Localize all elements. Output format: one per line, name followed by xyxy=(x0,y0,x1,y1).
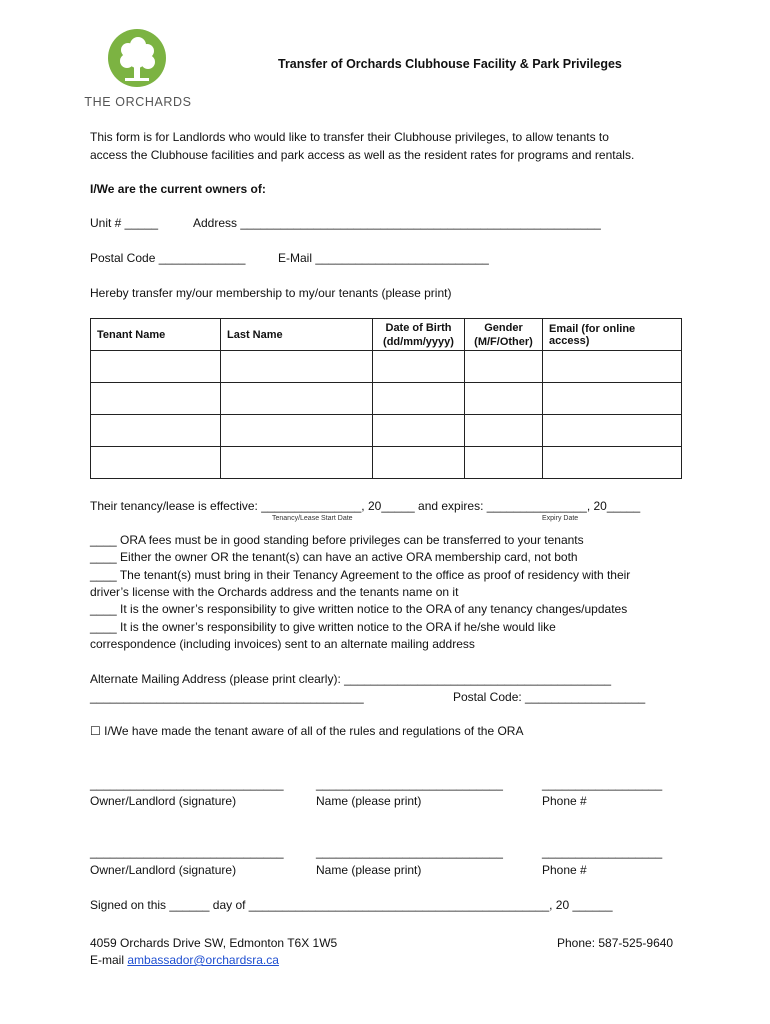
condition-item: correspondence (including invoices) sent to an alternate mailing address xyxy=(90,637,475,651)
unit-field[interactable]: Unit # _____ xyxy=(90,216,159,230)
condition-item: ____ ORA fees must be in good standing before privileges can be transferred to your tenants xyxy=(90,533,584,547)
table-row xyxy=(91,383,682,415)
intro-line-1: This form is for Landlords who would like to transfer their Clubhouse privileges, to allow tenants to xyxy=(90,130,609,144)
table-cell[interactable] xyxy=(465,351,543,383)
phone-blank[interactable]: __________________ xyxy=(542,845,663,859)
name-label: Name (please print) xyxy=(316,794,422,808)
alternate-postal-code[interactable]: Postal Code: __________________ xyxy=(453,690,646,704)
table-row xyxy=(91,415,682,447)
table-cell[interactable] xyxy=(373,351,465,383)
table-cell[interactable] xyxy=(543,447,682,479)
phone-blank[interactable]: __________________ xyxy=(542,777,663,791)
table-cell[interactable] xyxy=(543,351,682,383)
email-field[interactable]: E-Mail __________________________ xyxy=(278,251,489,265)
footer-phone: Phone: 587-525-9640 xyxy=(557,936,674,950)
condition-item: ____ The tenant(s) must bring in their Tenancy Agreement to the office as proof of residency with their xyxy=(90,568,631,582)
condition-item: ____ It is the owner’s responsibility to give written notice to the ORA if he/she would like xyxy=(90,620,556,634)
footer-email-link[interactable]: ambassador@orchardsra.ca xyxy=(127,953,279,967)
postal-code-field[interactable]: Postal Code _____________ xyxy=(90,251,246,265)
table-cell[interactable] xyxy=(91,447,221,479)
table-cell[interactable] xyxy=(373,415,465,447)
header-dob-line1: Date of Birth xyxy=(385,321,452,334)
tenant-table xyxy=(90,318,682,479)
signature-blank[interactable]: _____________________________ xyxy=(90,845,284,859)
header-tenant-name: Tenant Name xyxy=(91,319,221,351)
owners-heading: I/We are the current owners of: xyxy=(90,182,266,196)
alternate-address-line-1[interactable]: Alternate Mailing Address (please print clearly): ________________________________________ xyxy=(90,672,612,686)
transfer-text: Hereby transfer my/our membership to my/our tenants (please print) xyxy=(90,286,452,300)
table-cell[interactable] xyxy=(91,351,221,383)
header-dob-line2: (dd/mm/yyyy) xyxy=(383,335,454,348)
tenancy-line[interactable]: Their tenancy/lease is effective: _______________, 20_____ and expires: _______________, 20_____ xyxy=(90,499,641,513)
logo-text: THE ORCHARDS xyxy=(84,95,192,109)
table-row xyxy=(91,447,682,479)
tenancy-start-caption: Tenancy/Lease Start Date xyxy=(272,515,353,522)
table-cell[interactable] xyxy=(543,383,682,415)
table-cell[interactable] xyxy=(221,447,373,479)
condition-item: ____ It is the owner’s responsibility to give written notice to the ORA of any tenancy changes/updates xyxy=(90,602,628,616)
signed-on-line[interactable]: Signed on this ______ day of _____________________________________________, 20 ______ xyxy=(90,898,613,912)
alternate-address-line-2[interactable]: _________________________________________ xyxy=(90,690,364,704)
footer-email xyxy=(90,951,279,969)
table-cell[interactable] xyxy=(221,351,373,383)
header-gender-line1: Gender xyxy=(484,321,523,334)
table-cell[interactable] xyxy=(465,415,543,447)
header-gender xyxy=(465,319,543,351)
intro-line-2: access the Clubhouse facilities and park access as well as the resident rates for programs and rentals. xyxy=(90,148,635,162)
header-last-name: Last Name xyxy=(221,319,373,351)
expiry-caption: Expiry Date xyxy=(542,515,579,522)
header-date-of-birth xyxy=(373,319,465,351)
header-email: Email (for online access) xyxy=(543,319,682,351)
checkbox-icon[interactable]: ☐ xyxy=(90,724,101,738)
rules-acknowledgement xyxy=(90,722,523,740)
signature-blank[interactable]: _____________________________ xyxy=(90,777,284,791)
table-header-row xyxy=(91,319,682,351)
footer-address: 4059 Orchards Drive SW, Edmonton T6X 1W5 xyxy=(90,936,338,950)
signature-label: Owner/Landlord (signature) xyxy=(90,794,237,808)
name-label: Name (please print) xyxy=(316,863,422,877)
condition-item: driver’s license with the Orchards address and the tenants name on it xyxy=(90,585,459,599)
table-cell[interactable] xyxy=(373,383,465,415)
name-blank[interactable]: ____________________________ xyxy=(316,845,503,859)
condition-item: ____ Either the owner OR the tenant(s) can have an active ORA membership card, not both xyxy=(90,550,578,564)
table-cell[interactable] xyxy=(221,383,373,415)
table-row xyxy=(91,351,682,383)
address-field[interactable]: Address ______________________________________________________ xyxy=(193,216,601,230)
table-cell[interactable] xyxy=(221,415,373,447)
footer-email-prefix: E-mail xyxy=(90,953,128,967)
signature-label: Owner/Landlord (signature) xyxy=(90,863,237,877)
table-cell[interactable] xyxy=(465,447,543,479)
table-cell[interactable] xyxy=(543,415,682,447)
form-title: Transfer of Orchards Clubhouse Facility & Park Privileges xyxy=(278,57,622,71)
header-gender-line2: (M/F/Other) xyxy=(474,335,533,348)
table-cell[interactable] xyxy=(465,383,543,415)
table-cell[interactable] xyxy=(373,447,465,479)
phone-label: Phone # xyxy=(542,794,587,808)
table-cell[interactable] xyxy=(91,383,221,415)
phone-label: Phone # xyxy=(542,863,587,877)
table-cell[interactable] xyxy=(91,415,221,447)
rules-acknowledgement-label: I/We have made the tenant aware of all of the rules and regulations of the ORA xyxy=(104,724,524,738)
name-blank[interactable]: ____________________________ xyxy=(316,777,503,791)
